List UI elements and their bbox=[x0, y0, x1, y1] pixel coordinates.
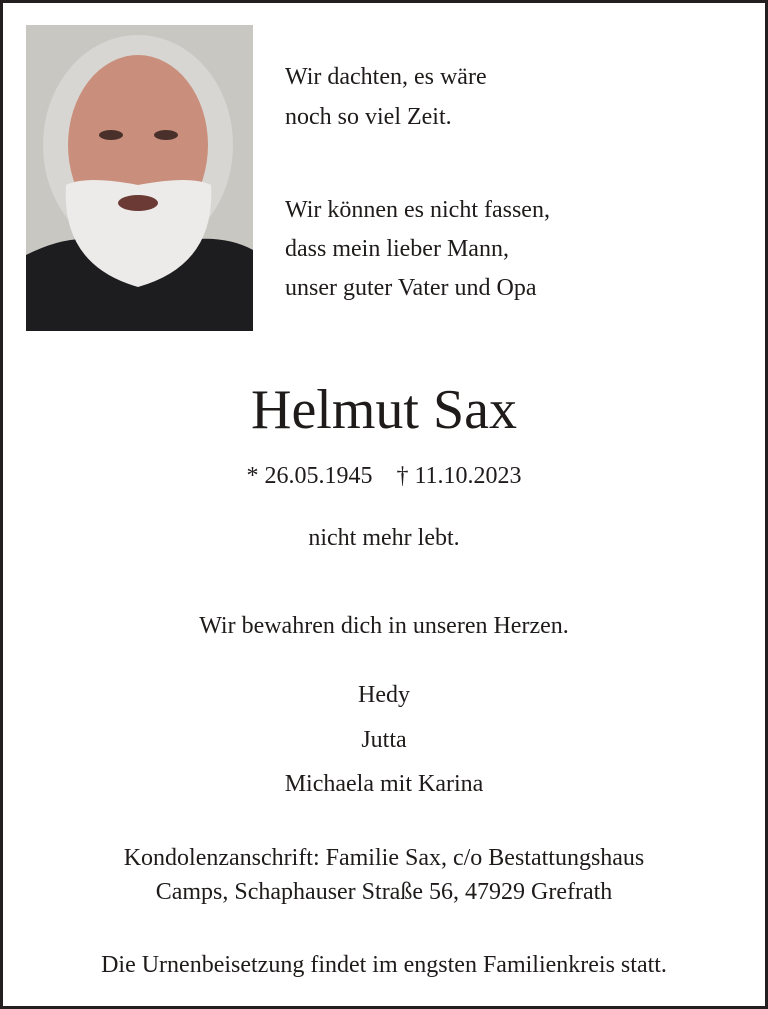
mourner-name: Jutta bbox=[361, 727, 407, 753]
verse-line: noch so viel Zeit. bbox=[285, 104, 452, 130]
birth-date: * 26.05.1945 bbox=[246, 463, 373, 489]
condolence-address-line: Camps, Schaphauser Straße 56, 47929 Grefrath bbox=[155, 879, 613, 905]
verse-line: dass mein lieber Mann, bbox=[285, 236, 509, 262]
verse-line: Wir dachten, es wäre bbox=[285, 64, 487, 90]
life-dates bbox=[0, 456, 768, 496]
death-date: † 11.10.2023 bbox=[396, 463, 522, 489]
mourner-name: Hedy bbox=[358, 682, 410, 708]
verse-line: Wir können es nicht fassen, bbox=[285, 197, 550, 223]
closing-line: nicht mehr lebt. bbox=[308, 525, 460, 551]
burial-note: Die Urnenbeisetzung findet im engsten Familienkreis statt. bbox=[101, 952, 667, 978]
mourner-name: Michaela mit Karina bbox=[284, 771, 484, 797]
deceased-name: Helmut Sax bbox=[251, 379, 517, 441]
memorial-message: Wir bewahren dich in unseren Herzen. bbox=[199, 613, 569, 639]
verse-line: unser guter Vater und Opa bbox=[285, 275, 537, 301]
condolence-address-line: Kondolenzanschrift: Familie Sax, c/o Bestattungshaus bbox=[123, 845, 645, 871]
portrait-photo bbox=[26, 25, 253, 331]
